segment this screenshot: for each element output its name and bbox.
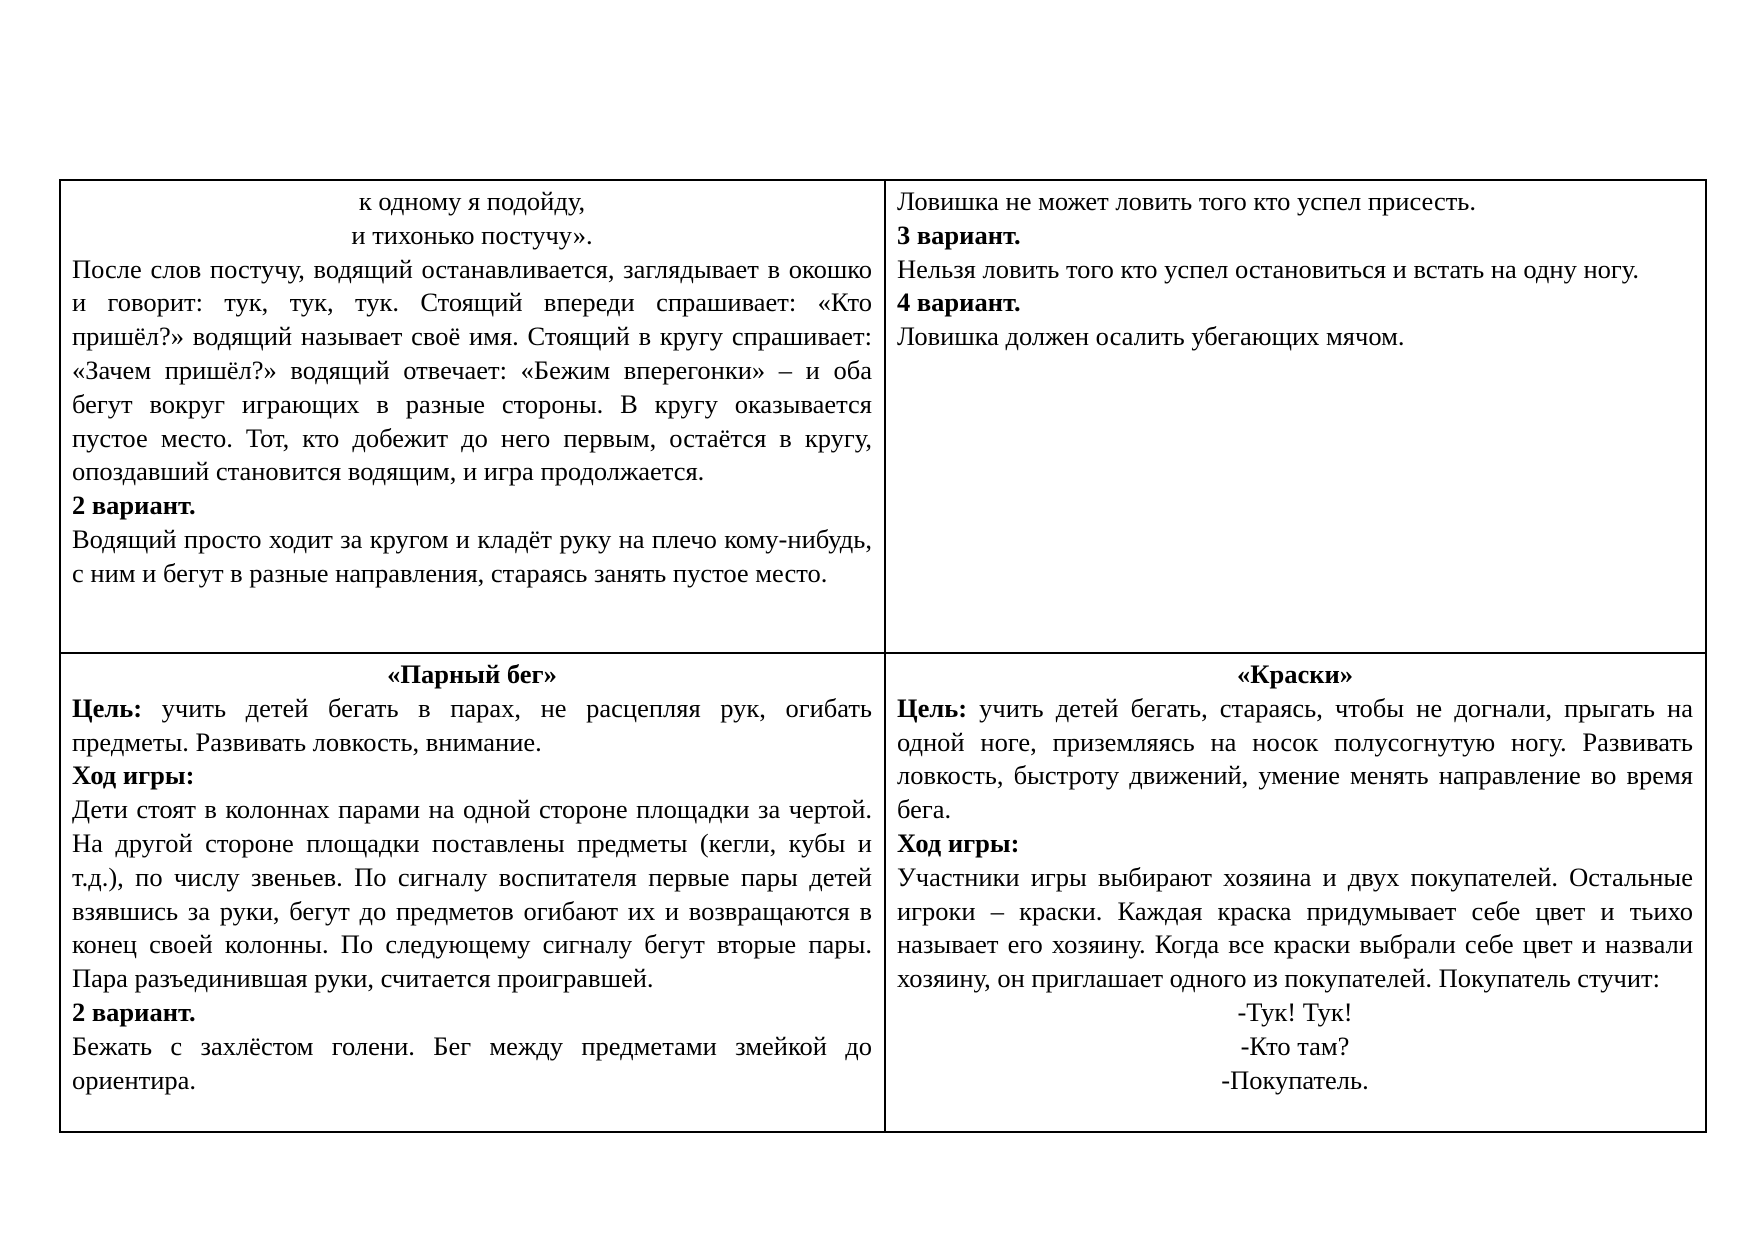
variant-text: Ловишка должен осалить убегающих мячом. <box>897 321 1405 352</box>
variant-heading: 3 вариант. <box>897 219 1021 250</box>
goal-paragraph <box>897 692 1693 827</box>
dialog-line: -Покупатель. <box>1221 1064 1369 1095</box>
game-title: «Краски» <box>1236 659 1353 689</box>
course-text: Участники игры выбирают хозяина и двух покупателей. Остальные игроки – краски. Каждая краска придумывает себе цвет и тьихо называет его хозяину. Когда все краски выбрали себе цвет и назвали хозяину, он приглашает одного из покупателей. Покупатель стучит: <box>897 861 1693 994</box>
cell-bottom-right <box>885 653 1706 1132</box>
cell-top-right <box>885 180 1706 653</box>
goal-paragraph <box>72 692 872 760</box>
variant-text: Нельзя ловить того кто успел остановиться и встать на одну ногу. <box>897 253 1639 284</box>
variant-heading: 2 вариант. <box>72 996 196 1027</box>
table-row <box>60 653 1706 1132</box>
poem-line: и тихонько постучу». <box>351 219 593 250</box>
variant-text: Бежать с захлёстом голени. Бег между предметами змейкой до ориентира. <box>72 1030 872 1095</box>
rule-text: Ловишка не может ловить того кто успел присесть. <box>897 186 1477 216</box>
poem-line: к одному я подойду, <box>358 186 586 216</box>
game-title: «Парный бег» <box>387 659 557 689</box>
course-heading: Ход игры: <box>897 827 1020 858</box>
goal-label: Цель: <box>72 692 143 723</box>
table-row <box>60 180 1706 653</box>
cell-bottom-left <box>60 653 885 1132</box>
course-text: Дети стоят в колоннах парами на одной стороне площадки за чертой. На другой стороне площадки поставлены предметы (кегли, кубы и т.д.), по числу звеньев. По сигналу воспитателя первые пары детей взявшись за руки, бегут до предметов огибают их и возвращаются в конец своей колонны. По следующему сигналу бегут вторые пары. Пара разъединившая руки, считается проигравшей. <box>72 794 872 994</box>
game-description: После слов постучу, водящий останавливается, заглядывает в окошко и говорит: тук, тук, тук. Стоящий впереди спрашивает: «Кто пришёл?» водящий называет своё имя. Стоящий в кругу спрашивает: «Зачем пришёл?» водящий отвечает: «Бежим вперегонки» – и оба бегут вокруг играющих в разные стороны. В кругу оказывается пустое место. Тот, кто добежит до него первым, остаётся в кругу, опоздавший становится водящим, и игра продолжается. <box>72 253 872 487</box>
variant-text: Водящий просто ходит за кругом и кладёт руку на плечо кому-нибудь, с ним и бегут в разные направления, стараясь занять пустое место. <box>72 523 872 588</box>
games-table <box>59 179 1707 1133</box>
dialog-line: -Тук! Тук! <box>1237 996 1353 1027</box>
goal-label: Цель: <box>897 692 968 723</box>
dialog-line: -Кто там? <box>1240 1030 1350 1061</box>
goal-text: учить детей бегать, стараясь, чтобы не догнали, прыгать на одной ноге, приземляясь на носок полусогнутую ногу. Развивать ловкость, быстроту движений, умение менять направление во время бега. <box>897 692 1693 825</box>
cell-top-left <box>60 180 885 653</box>
variant-heading: 4 вариант. <box>897 287 1021 318</box>
course-heading: Ход игры: <box>72 760 195 791</box>
goal-text: учить детей бегать в парах, не расцепляя рук, огибать предметы. Развивать ловкость, внимание. <box>72 692 872 757</box>
variant-heading: 2 вариант. <box>72 490 196 521</box>
